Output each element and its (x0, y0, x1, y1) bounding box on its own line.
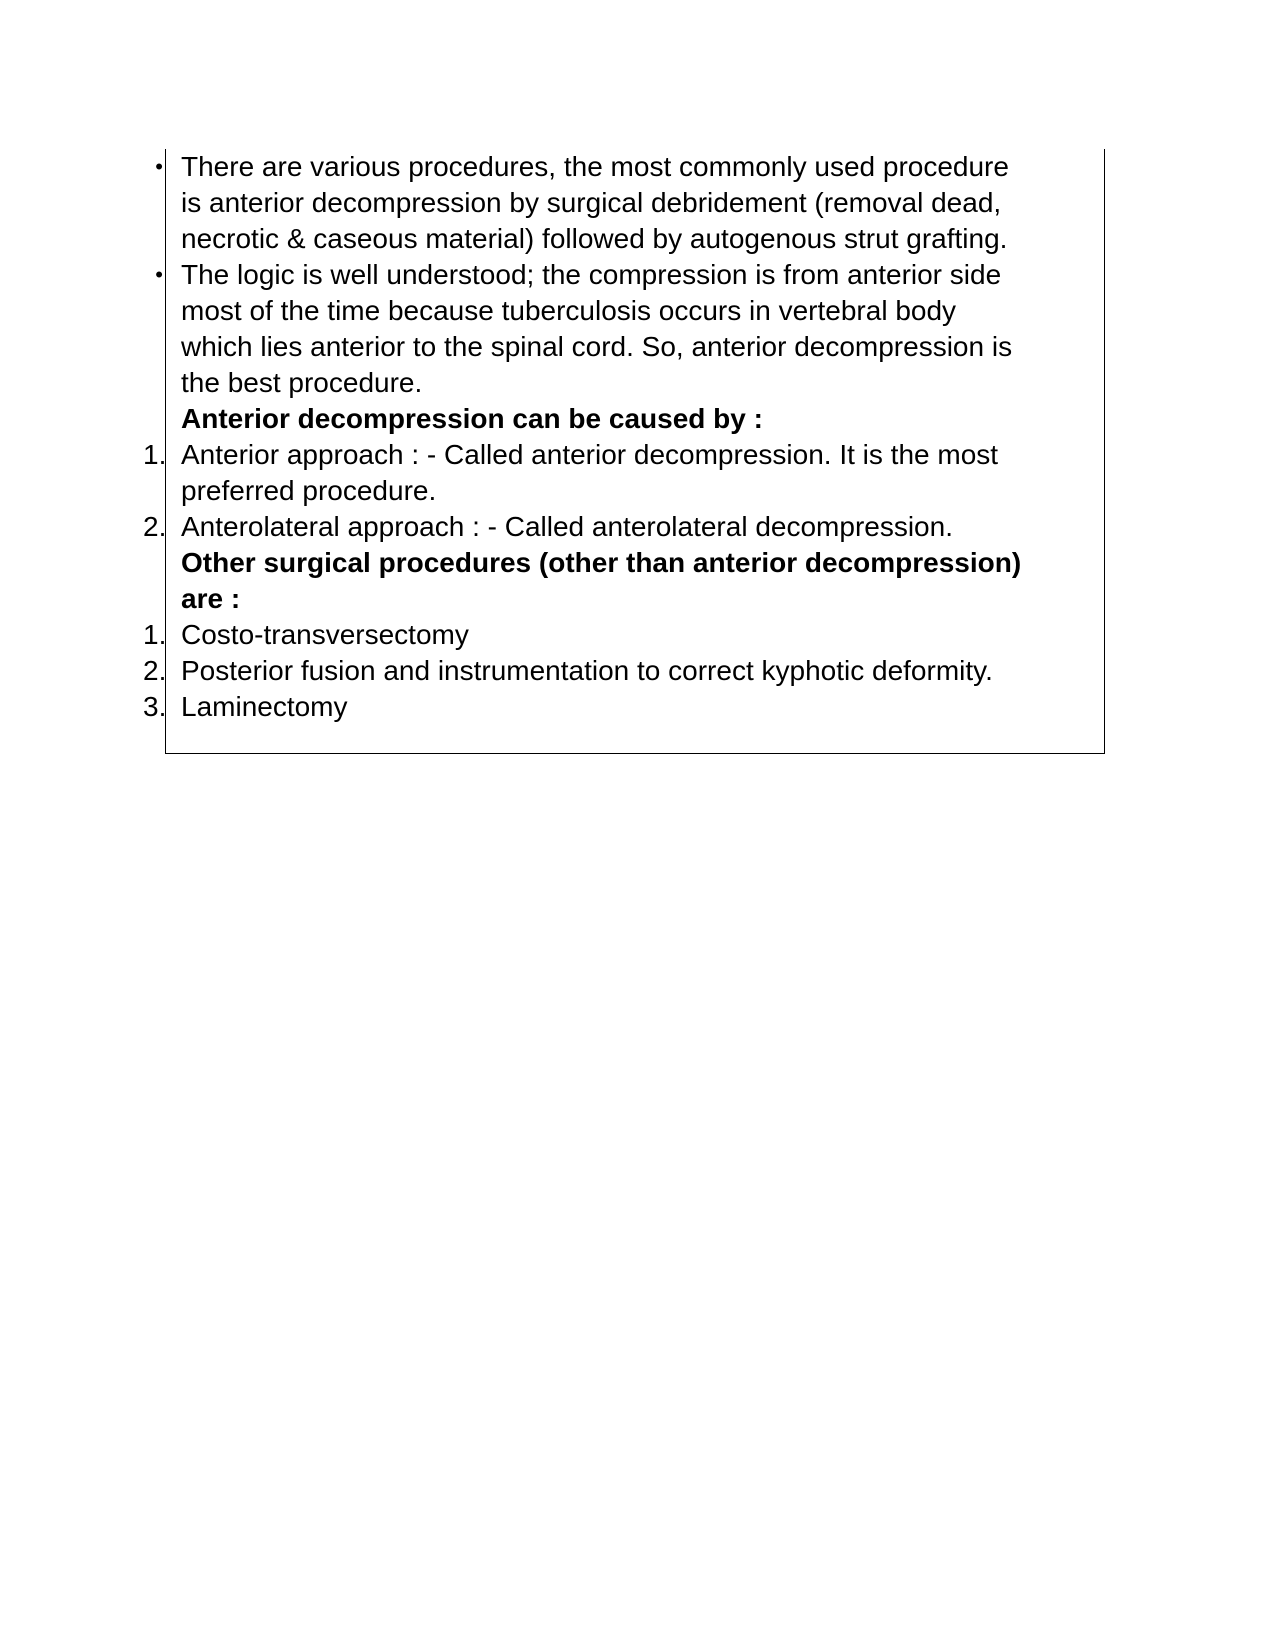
bullet-text: The logic is well understood; the compression is from anterior side (181, 259, 1002, 290)
bullet-text: which lies anterior to the spinal cord. So, anterior decompression is (181, 331, 1013, 362)
list-number: 2. (143, 655, 167, 686)
list1-item-1-line-2 (0, 473, 1275, 509)
bullet-marker: • (155, 262, 163, 287)
heading-text: Anterior decompression can be caused by : (181, 403, 763, 434)
section-heading-1 (0, 401, 1275, 437)
bullet-item-2-line-1 (0, 257, 1275, 293)
bullet-item-1-line-3 (0, 221, 1275, 257)
list1-item-2 (0, 509, 1275, 545)
section-heading-2-line-1 (0, 545, 1275, 581)
bullet-item-2-line-2 (0, 293, 1275, 329)
list-number: 2. (143, 511, 167, 542)
list-text: Posterior fusion and instrumentation to correct kyphotic deformity. (181, 655, 993, 686)
list-text: Anterolateral approach : - Called anterolateral decompression. (181, 511, 953, 542)
bullet-marker: • (155, 154, 163, 179)
list-text: Costo-transversectomy (181, 619, 469, 650)
bullet-text: most of the time because tuberculosis occurs in vertebral body (181, 295, 957, 326)
bullet-text: There are various procedures, the most commonly used procedure (181, 151, 1009, 182)
list2-item-2 (0, 653, 1275, 689)
document-body (0, 149, 1275, 725)
bullet-item-2-line-3 (0, 329, 1275, 365)
section-heading-2-line-2 (0, 581, 1275, 617)
list-number: 3. (143, 691, 167, 722)
heading-text: are : (181, 583, 241, 614)
bullet-item-1-line-2 (0, 185, 1275, 221)
list-text: Anterior approach : - Called anterior decompression. It is the most (181, 439, 999, 470)
list2-item-1 (0, 617, 1275, 653)
list2-item-3 (0, 689, 1275, 725)
heading-text: Other surgical procedures (other than anterior decompression) (181, 547, 1022, 578)
list-number: 1. (143, 439, 167, 470)
list1-item-1-line-1 (0, 437, 1275, 473)
bullet-item-2-line-4 (0, 365, 1275, 401)
list-number: 1. (143, 619, 167, 650)
bullet-item-1-line-1 (0, 149, 1275, 185)
bullet-text: is anterior decompression by surgical debridement (removal dead, (181, 187, 1002, 218)
bullet-text: the best procedure. (181, 367, 423, 398)
list-text: preferred procedure. (181, 475, 437, 506)
list-text: Laminectomy (181, 691, 348, 722)
bullet-text: necrotic & caseous material) followed by autogenous strut grafting. (181, 223, 1008, 254)
